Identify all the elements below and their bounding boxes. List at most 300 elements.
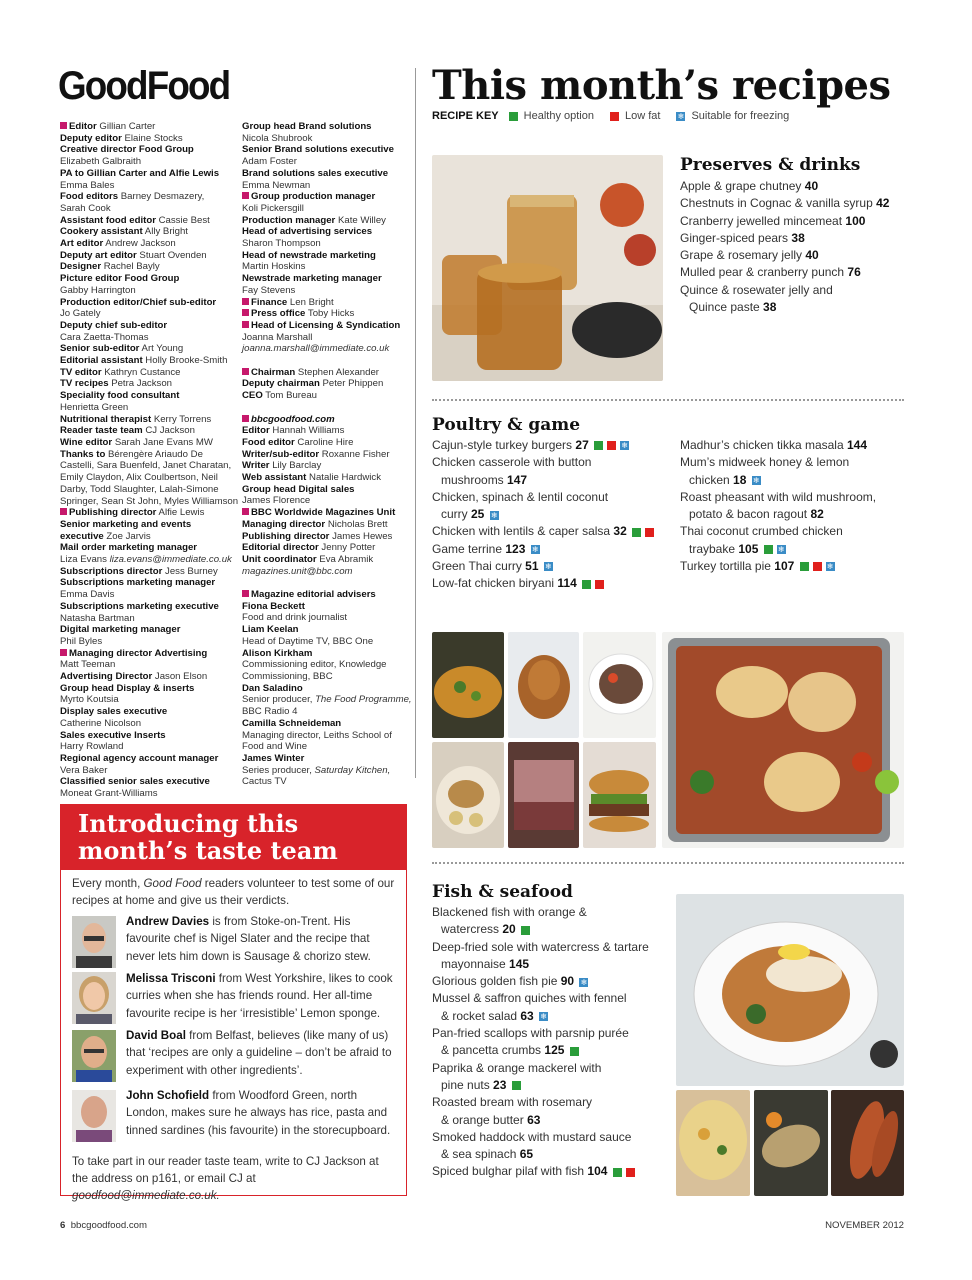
masthead-name: Stuart Ovenden	[136, 249, 207, 261]
masthead-entry	[242, 730, 414, 742]
member-david	[126, 1027, 398, 1079]
curry-photo	[432, 632, 504, 738]
masthead-role: Dan Saladino	[242, 682, 303, 694]
masthead-entry	[60, 168, 235, 180]
recipe-item	[432, 1025, 672, 1042]
snowflake-icon: ❄	[621, 441, 628, 451]
recipe-item	[680, 230, 910, 247]
masthead-entry	[242, 472, 414, 484]
masthead-name: Hannah Williams	[269, 425, 345, 437]
masthead-name: Darby, Todd Slaughter, Lalah-Simone	[60, 483, 219, 495]
closing-text: To take part in our reader taste team, write to CJ Jackson at the address on p161, or email CJ at	[72, 1155, 379, 1186]
recipe-name: potato & bacon ragout	[689, 507, 811, 522]
recipe-page: 123	[505, 541, 526, 556]
member-melissa	[126, 970, 398, 1022]
masthead-entry	[60, 765, 235, 777]
recipe-item	[680, 558, 910, 575]
recipe-item	[432, 489, 672, 506]
masthead-name: James Hewes	[329, 530, 393, 542]
masthead-entry	[60, 484, 235, 496]
masthead-name: Stephen Alexander	[295, 366, 379, 378]
masthead-entry	[242, 121, 414, 133]
lead-italic: Good Food	[143, 877, 202, 890]
masthead-name: Henrietta Green	[60, 401, 129, 413]
masthead-name: Cassie Best	[155, 214, 210, 226]
masthead-name: Jess Burney	[162, 565, 218, 577]
section-preserves: Preserves & drinks	[680, 155, 861, 175]
masthead-entry	[242, 250, 414, 262]
masthead-name: Harry Rowland	[60, 741, 124, 753]
recipe-page: 23	[493, 1077, 507, 1092]
column-divider	[415, 68, 416, 778]
masthead-name: Nicholas Brett	[325, 518, 388, 530]
masthead-role: Designer	[60, 261, 102, 273]
masthead-entry	[242, 612, 414, 624]
masthead-role: TV editor	[60, 366, 102, 378]
member-name: John Schofield	[126, 1089, 210, 1102]
recipe-item	[432, 472, 672, 489]
masthead-role: Group production manager	[251, 191, 376, 203]
avatar	[72, 1090, 116, 1142]
recipe-name: traybake	[689, 541, 739, 556]
masthead-name: Matt Teeman	[60, 659, 116, 671]
masthead-entry	[242, 589, 414, 601]
recipe-name: Glorious golden fish pie	[432, 974, 561, 989]
masthead-entry	[242, 659, 414, 671]
masthead-name: Joanna Marshall	[242, 331, 313, 343]
masthead-role: James Winter	[242, 752, 305, 764]
masthead-role: Subscriptions director	[60, 565, 163, 577]
bullet-square-icon	[242, 508, 249, 515]
recipe-item	[680, 195, 910, 212]
masthead-role: Classified senior sales executive	[60, 776, 210, 788]
masthead-entry	[60, 425, 235, 437]
masthead-entry	[242, 542, 414, 554]
masthead-name: Commissioning, BBC	[242, 671, 333, 682]
member-john	[126, 1087, 398, 1139]
poultry-list-1	[432, 437, 672, 593]
masthead-entry	[242, 671, 414, 683]
masthead-role: Deputy chief sub-editor	[60, 319, 168, 331]
masthead-name: Jason Elson	[152, 671, 208, 683]
masthead-email: liza.evans@immediate.co.uk	[106, 554, 232, 566]
masthead-role: Subscriptions marketing executive	[60, 600, 219, 612]
masthead-name: Sharon Thompson	[242, 238, 321, 250]
masthead-entry	[60, 589, 235, 601]
masthead-role: Senior Brand solutions executive	[242, 144, 394, 156]
member-andrew	[126, 913, 398, 965]
recipe-page: 147	[507, 472, 528, 487]
snowflake-icon: ❄	[677, 111, 685, 121]
masthead-role: Editor	[242, 425, 270, 437]
masthead-role: Writer	[242, 460, 270, 472]
recipe-name: Mussel & saffron quiches with fennel	[432, 991, 627, 1006]
masthead-entry	[60, 460, 235, 472]
masthead-entry	[242, 308, 414, 320]
masthead-name: Adam Foster	[242, 156, 297, 168]
masthead-entry	[60, 121, 235, 133]
recipe-item	[432, 1060, 672, 1077]
lowfat-icon	[595, 580, 604, 589]
masthead-name: Cactus TV	[242, 776, 287, 788]
masthead-name: Holly Brooke-Smith	[142, 355, 228, 367]
masthead-name: Natalie Hardwick	[306, 472, 381, 484]
recipe-name: Cranberry jewelled mincemeat	[680, 213, 846, 228]
masthead-name: Phil Byles	[60, 635, 103, 647]
lentil-photo	[583, 632, 656, 738]
masthead-entry	[60, 613, 235, 625]
masthead-name: Caroline Hire	[294, 436, 354, 448]
recipe-name: Pan-fried scallops with parsnip purée	[432, 1026, 629, 1041]
recipe-name: Chestnuts in Cognac & vanilla syrup	[680, 196, 877, 211]
masthead-name: Art Young	[139, 343, 184, 355]
healthy-icon	[509, 112, 518, 121]
masthead-entry	[60, 203, 235, 215]
recipe-name: Thai coconut crumbed chicken	[680, 524, 843, 539]
masthead-entry	[242, 133, 414, 145]
masthead-name: Head of Daytime TV, BBC One	[242, 635, 374, 647]
avatar	[72, 916, 116, 968]
masthead-name: Kerry Torrens	[151, 413, 212, 425]
masthead-role: Reader taste team	[60, 425, 143, 437]
masthead-name: Castelli, Sara Buenfeld, Janet Charatan,	[60, 460, 232, 472]
recipe-page: 27	[575, 438, 589, 452]
masthead-role: Alison Kirkham	[242, 647, 313, 659]
masthead-name: Springer, Sean St John, Myles Williamson	[60, 495, 239, 507]
masthead-entry	[60, 308, 235, 320]
masthead-entry	[242, 718, 414, 730]
masthead-role: Deputy art editor	[60, 249, 137, 261]
masthead-entry	[242, 484, 414, 496]
masthead-role: PA to Gillian Carter and Alfie Lewis	[60, 167, 220, 179]
recipe-name: Cajun-style turkey burgers	[432, 438, 576, 452]
recipe-item	[680, 178, 910, 195]
masthead-entry	[60, 577, 235, 589]
masthead-entry	[242, 694, 414, 706]
masthead-name: Nicola Shubrook	[242, 132, 313, 144]
closing-email[interactable]: goodfood@immediate.co.uk.	[72, 1189, 220, 1203]
recipe-item	[680, 454, 910, 471]
recipe-name: Blackened fish with orange &	[432, 905, 587, 919]
masthead-entry	[60, 238, 235, 250]
recipe-page: 40	[805, 248, 819, 263]
recipe-page: 104	[587, 1164, 608, 1179]
lowfat-icon	[645, 528, 654, 537]
bullet-square-icon	[60, 649, 67, 656]
masthead-role: Group head Display & inserts	[60, 682, 195, 694]
fish-list	[432, 904, 672, 1181]
masthead-entry	[60, 390, 235, 402]
masthead-entry	[242, 776, 414, 788]
section-poultry: Poultry & game	[432, 415, 581, 435]
member-name: Melissa Trisconi	[126, 972, 216, 985]
recipe-item	[680, 247, 910, 264]
masthead-entry	[242, 765, 414, 777]
masthead-role: Chairman	[251, 366, 296, 378]
masthead-name: Catherine Nicolson	[60, 717, 142, 729]
recipe-name: mushrooms	[441, 472, 508, 487]
masthead-name: Barney Desmazery,	[118, 191, 205, 203]
goodfood-logo: GoodFood	[58, 64, 230, 108]
recipe-item	[680, 264, 910, 281]
masthead-name: Zoe Jarvis	[103, 530, 151, 542]
recipe-page: 82	[810, 507, 824, 522]
masthead-entry	[60, 226, 235, 238]
masthead-role: Newstrade marketing manager	[242, 273, 382, 285]
masthead-name: CJ Jackson	[142, 425, 195, 437]
masthead-entry	[242, 273, 414, 285]
bullet-square-icon	[242, 298, 249, 305]
member-name: Andrew Davies	[126, 915, 210, 928]
snowflake-icon: ❄	[531, 545, 539, 555]
recipe-item	[432, 1163, 672, 1180]
healthy-icon	[512, 1081, 521, 1090]
masthead-role: executive	[60, 530, 104, 542]
masthead-entry	[242, 706, 414, 718]
masthead-name: Kate Willey	[335, 214, 386, 226]
masthead-entry	[242, 648, 414, 660]
masthead-entry	[60, 648, 235, 660]
recipe-item	[432, 454, 672, 471]
recipe-item	[432, 1129, 672, 1146]
burger-photo	[583, 742, 656, 848]
masthead-entry	[60, 261, 235, 273]
masthead-entry	[242, 261, 414, 273]
masthead-role: Unit coordinator	[242, 553, 317, 565]
recipe-page: 114	[557, 576, 577, 591]
masthead-name: Emma Davis	[60, 589, 115, 601]
masthead-entry	[60, 601, 235, 613]
member-text: from West Yorkshire, likes to cook curries when she has friends round. Her all-time favourite recipe is her ‘irresistible’ Lemon sponge.	[126, 972, 393, 1020]
masthead-entry	[60, 519, 235, 531]
masthead-role: Head of Licensing & Syndication	[251, 319, 401, 331]
masthead-name: Emma Bales	[60, 179, 115, 191]
recipe-page: 90	[560, 974, 575, 989]
masthead-name: Commissioning editor, Knowledge	[242, 659, 387, 671]
masthead-role: TV recipes	[60, 378, 109, 390]
masthead-role: Mail order marketing manager	[60, 542, 198, 554]
masthead-role: Web assistant	[242, 472, 307, 484]
masthead-entry	[60, 706, 235, 718]
masthead-entry	[60, 215, 235, 227]
masthead-entry	[60, 566, 235, 578]
masthead-role: Group head Brand solutions	[242, 121, 372, 132]
recipe-name: Roasted bream with rosemary	[432, 1095, 593, 1110]
masthead-email: joanna.marshall@immediate.co.uk	[242, 343, 390, 355]
masthead-name: Myrto Koutsia	[60, 694, 119, 706]
recipe-page: 18	[733, 472, 747, 487]
recipe-item	[432, 1008, 672, 1025]
masthead-role: Publishing director	[69, 507, 157, 519]
masthead-name: Tom Bureau	[262, 390, 318, 402]
masthead-entry	[242, 191, 414, 203]
masthead-entry	[60, 144, 235, 156]
recipe-item	[432, 921, 672, 938]
recipe-item	[432, 904, 672, 921]
recipe-name: Turkey tortilla pie	[680, 559, 775, 574]
masthead-entry	[60, 776, 235, 788]
recipe-name: Green Thai curry	[432, 559, 526, 574]
masthead-role: Group head Digital sales	[242, 483, 355, 495]
recipe-page: 145	[509, 956, 530, 971]
masthead-entry	[242, 332, 414, 344]
recipe-item	[680, 472, 910, 489]
recipe-item	[680, 523, 910, 540]
masthead-gap	[242, 577, 414, 589]
recipe-page: 65	[519, 1147, 534, 1162]
roast-photo	[508, 632, 579, 738]
masthead-entry	[242, 390, 414, 402]
recipe-name: Deep-fried sole with watercress & tartare	[432, 939, 649, 954]
masthead-name: Rachel Bayly	[101, 261, 160, 273]
masthead-entry	[60, 332, 235, 344]
masthead-name: Alfie Lewis	[156, 507, 205, 519]
masthead-entry	[60, 355, 235, 367]
recipe-name: watercress	[441, 922, 503, 937]
avatar	[72, 1030, 116, 1082]
masthead-name: Koli Pickersgill	[242, 202, 304, 214]
recipe-name: Quince paste	[689, 300, 764, 315]
section-divider-2	[432, 862, 904, 864]
masthead-entry	[242, 519, 414, 531]
bullet-square-icon	[60, 508, 67, 515]
recipe-item	[680, 213, 910, 230]
masthead-entry	[60, 554, 235, 566]
masthead-role: Food editor	[242, 436, 295, 448]
section-divider	[432, 399, 904, 401]
key-healthy: Healthy option	[523, 110, 594, 122]
recipe-name: Madhur’s chicken tikka masala	[680, 438, 847, 452]
section-fish: Fish & seafood	[432, 882, 573, 902]
member-name: David Boal	[126, 1029, 186, 1042]
masthead-entry	[60, 180, 235, 192]
masthead-name: Martin Hoskins	[242, 261, 306, 273]
masthead-role: Managing director Advertising	[69, 647, 208, 659]
masthead-role: bbcgoodfood.com	[251, 413, 335, 425]
masthead-name: Roxanne Fisher	[319, 448, 390, 460]
masthead-entry	[60, 320, 235, 332]
masthead-entry	[242, 601, 414, 613]
masthead-entry	[242, 566, 414, 578]
masthead-name: Toby Hicks	[305, 308, 355, 320]
masthead-entry	[60, 531, 235, 543]
masthead-role: Regional agency account manager	[60, 752, 219, 764]
recipe-page: 100	[845, 213, 866, 228]
masthead-name: Andrew Jackson	[103, 238, 176, 250]
healthy-icon	[521, 926, 530, 935]
masthead-entry	[60, 542, 235, 554]
masthead-entry	[60, 624, 235, 636]
masthead-entry	[60, 414, 235, 426]
recipe-item	[432, 437, 672, 454]
masthead-name: Natasha Bartman	[60, 612, 135, 624]
masthead-entry	[242, 741, 414, 753]
masthead-role: Deputy editor	[60, 132, 122, 144]
terrine-photo	[508, 742, 579, 848]
masthead-role: Speciality food consultant	[60, 390, 180, 402]
recipe-page: 63	[527, 1112, 541, 1127]
recipe-page: 105	[738, 541, 759, 556]
footer-site: bbcgoodfood.com	[70, 1220, 147, 1231]
recipe-key-label: RECIPE KEY	[432, 110, 499, 122]
bullet-square-icon	[242, 192, 249, 199]
masthead-role: Picture editor Food Group	[60, 273, 180, 285]
masthead-role: Thanks to	[60, 448, 106, 460]
mackerel-photo	[831, 1090, 904, 1196]
masthead-entry	[242, 531, 414, 543]
recipe-name: Quince & rosewater jelly and	[680, 282, 833, 297]
masthead-role: Deputy chairman	[242, 378, 320, 390]
masthead-role: Creative director Food Group	[60, 144, 194, 156]
masthead-role: Sales executive Inserts	[60, 729, 166, 741]
recipe-name: & orange butter	[441, 1112, 528, 1127]
masthead-entry	[60, 671, 235, 683]
masthead-entry	[242, 753, 414, 765]
masthead-name: Len Bright	[287, 296, 334, 308]
masthead-entry	[242, 460, 414, 472]
recipe-name: Low-fat chicken biryani	[432, 576, 558, 591]
recipe-item	[432, 990, 672, 1007]
masthead-entry	[242, 367, 414, 379]
recipe-item	[432, 1094, 672, 1111]
lead-text-2: readers volunteer to test some of our recipes at home and give us their verdicts.	[72, 877, 395, 908]
recipe-name: Chicken, spinach & lentil coconut	[432, 489, 609, 504]
masthead-role: Editorial director	[242, 542, 319, 554]
masthead-entry	[242, 343, 414, 355]
masthead-name: Food and Wine	[242, 741, 308, 753]
recipe-item	[432, 575, 672, 592]
masthead-entry	[60, 378, 235, 390]
masthead-entry	[60, 659, 235, 671]
recipe-name: Apple & grape chutney	[680, 179, 805, 193]
masthead-entry	[242, 624, 414, 636]
lowfat-icon	[610, 112, 619, 121]
masthead-entry	[60, 285, 235, 297]
taste-team-closing	[72, 1153, 397, 1205]
masthead-role: Display sales executive	[60, 706, 168, 718]
healthy-icon	[800, 562, 809, 571]
recipe-item	[432, 506, 672, 523]
masthead-role: Finance	[251, 296, 288, 308]
masthead-name: Sarah Cook	[60, 202, 111, 214]
masthead-entry	[242, 156, 414, 168]
recipe-page: 107	[774, 559, 795, 574]
recipe-page: 63	[520, 1008, 534, 1023]
masthead-role: Subscriptions marketing manager	[60, 577, 216, 589]
recipe-page: 51	[525, 559, 539, 574]
masthead-role: Art editor	[60, 238, 104, 250]
masthead-entry	[242, 425, 414, 437]
recipe-page: 125	[544, 1043, 565, 1058]
snowflake-icon: ❄	[545, 562, 552, 572]
masthead-role: Nutritional therapist	[60, 413, 152, 425]
chicken-dish-photo	[432, 742, 504, 848]
masthead-entry	[242, 226, 414, 238]
masthead-email: Saturday Kitchen,	[311, 764, 391, 776]
masthead-name: Lily Barclay	[269, 460, 322, 472]
masthead-entry	[242, 414, 414, 426]
masthead-entry	[60, 437, 235, 449]
masthead-name: Jenny Potter	[318, 542, 376, 554]
recipe-item	[432, 1042, 672, 1059]
recipe-item	[432, 956, 672, 973]
masthead-name: Bérengère Ariaudo De	[105, 448, 203, 460]
masthead-role: Cookery assistant	[60, 226, 143, 238]
masthead-role: Press office	[251, 308, 306, 320]
recipe-name: mayonnaise	[441, 956, 510, 971]
recipe-item	[680, 489, 910, 506]
masthead-email: The Food Programme,	[312, 694, 412, 706]
